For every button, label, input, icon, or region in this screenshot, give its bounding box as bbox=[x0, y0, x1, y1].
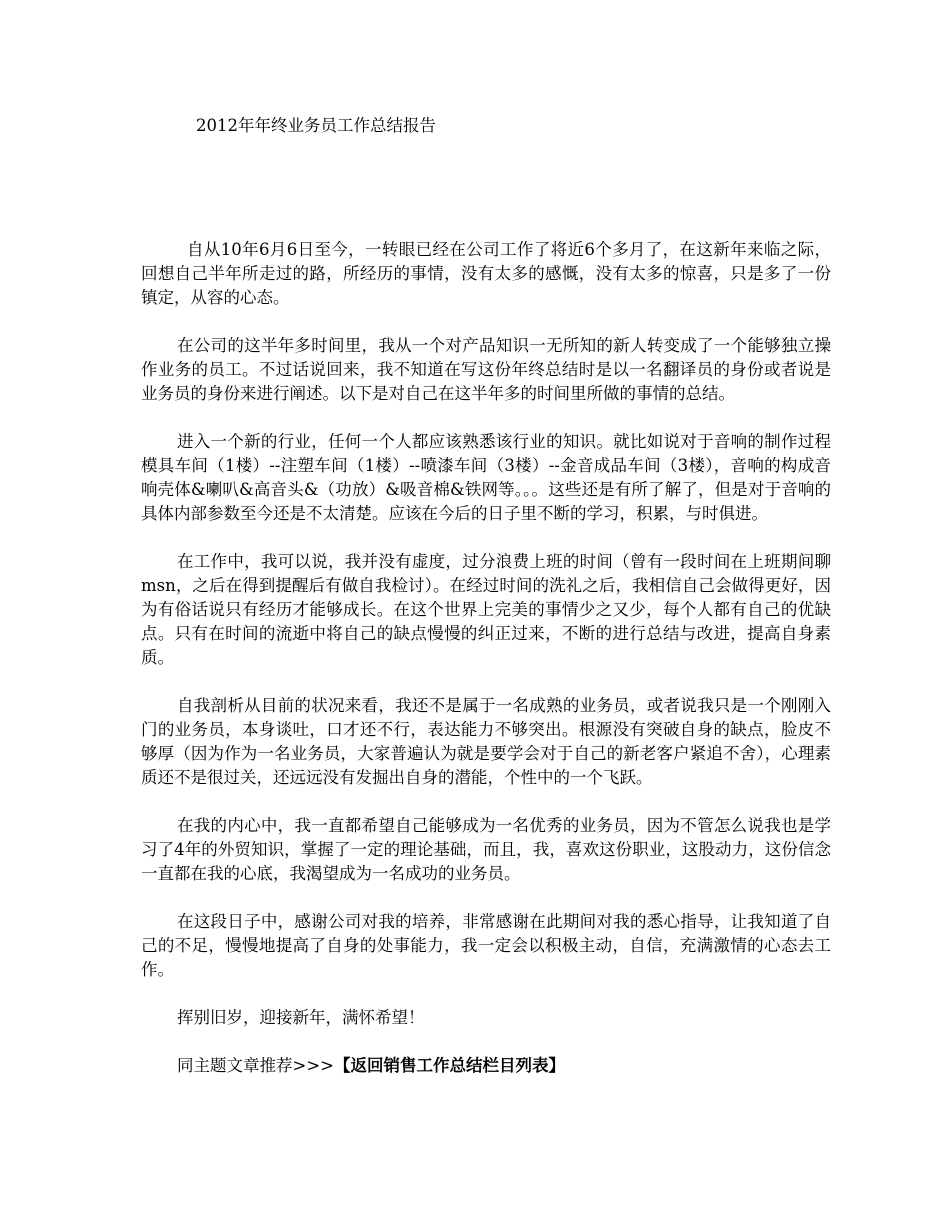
paragraph-gratitude: 在这段日子中，感谢公司对我的培养，非常感谢在此期间对我的悉心指导，让我知道了自己的不足，慢慢地提高了自身的处事能力，我一定会以积极主动，自信，充满激情的心态去工作。 bbox=[141, 912, 831, 979]
paragraph-farewell: 挥别旧岁，迎接新年，满怀希望！ bbox=[177, 1008, 425, 1027]
paragraph-industry-knowledge: 进入一个新的行业，任何一个人都应该熟悉该行业的知识。就比如说对于音响的制作过程模具车间（1楼）--注塑车间（1楼）--喷漆车间（3楼）--金音成品车间（3楼），音响的构成音响壳体&喇叭&高音头&（功放）&吸音棉&铁网等。。。这些还是有所了解了，但是对于音响的具体内部参数至今还是不太清楚。应该在今后的日子里不断的学习，积累，与时俱进。 bbox=[141, 432, 831, 523]
paragraph-transition: 在公司的这半年多时间里，我从一个对产品知识一无所知的新人转变成了一个能够独立操作业务的员工。不过话说回来，我不知道在写这份年终总结时是以一名翻译员的身份或者说是业务员的身份来进行阐述。以下是对自己在这半年多的时间里所做的事情的总结。 bbox=[141, 336, 831, 403]
paragraph-intro: 自从10年6月6日至今，一转眼已经在公司工作了将近6个多月了，在这新年来临之际，回想自己半年所走过的路，所经历的事情，没有太多的感慨，没有太多的惊喜，只是多了一份镇定，从容的心态。 bbox=[141, 240, 831, 307]
related-articles-line bbox=[141, 1054, 831, 1078]
return-to-list-link[interactable]: 【返回销售工作总结栏目列表】 bbox=[333, 1056, 565, 1075]
paragraph-aspiration: 在我的内心中，我一直都希望自己能够成为一名优秀的业务员，因为不管怎么说我也是学习了4年的外贸知识，掌握了一定的理论基础，而且，我，喜欢这份职业，这股动力，这份信念一直都在我的心底，我渴望成为一名成功的业务员。 bbox=[141, 816, 831, 883]
related-articles-prefix: 同主题文章推荐>>> bbox=[177, 1056, 334, 1075]
paragraph-work-attitude: 在工作中，我可以说，我并没有虚度，过分浪费上班的时间（曾有一段时间在上班期间聊msn，之后在得到提醒后有做自我检讨）。在经过时间的洗礼之后，我相信自己会做得更好，因为有俗话说只有经历才能够成长。在这个世界上完美的事情少之又少，每个人都有自己的优缺点。只有在时间的流逝中将自己的缺点慢慢的纠正过来，不断的进行总结与改进，提高自身素质。 bbox=[141, 552, 831, 667]
document-title: 2012年年终业务员工作总结报告 bbox=[196, 116, 436, 135]
document-body bbox=[141, 238, 831, 1078]
paragraph-self-analysis: 自我剖析从目前的状况来看，我还不是属于一名成熟的业务员，或者说我只是一个刚刚入门的业务员，本身谈吐，口才还不行，表达能力不够突出。根源没有突破自身的缺点，脸皮不够厚（因为作为一名业务员，大家普遍认为就是要学会对于自己的新老客户紧追不舍），心理素质还不是很过关，还远远没有发掘出自身的潜能，个性中的一个飞跃。 bbox=[141, 696, 831, 787]
